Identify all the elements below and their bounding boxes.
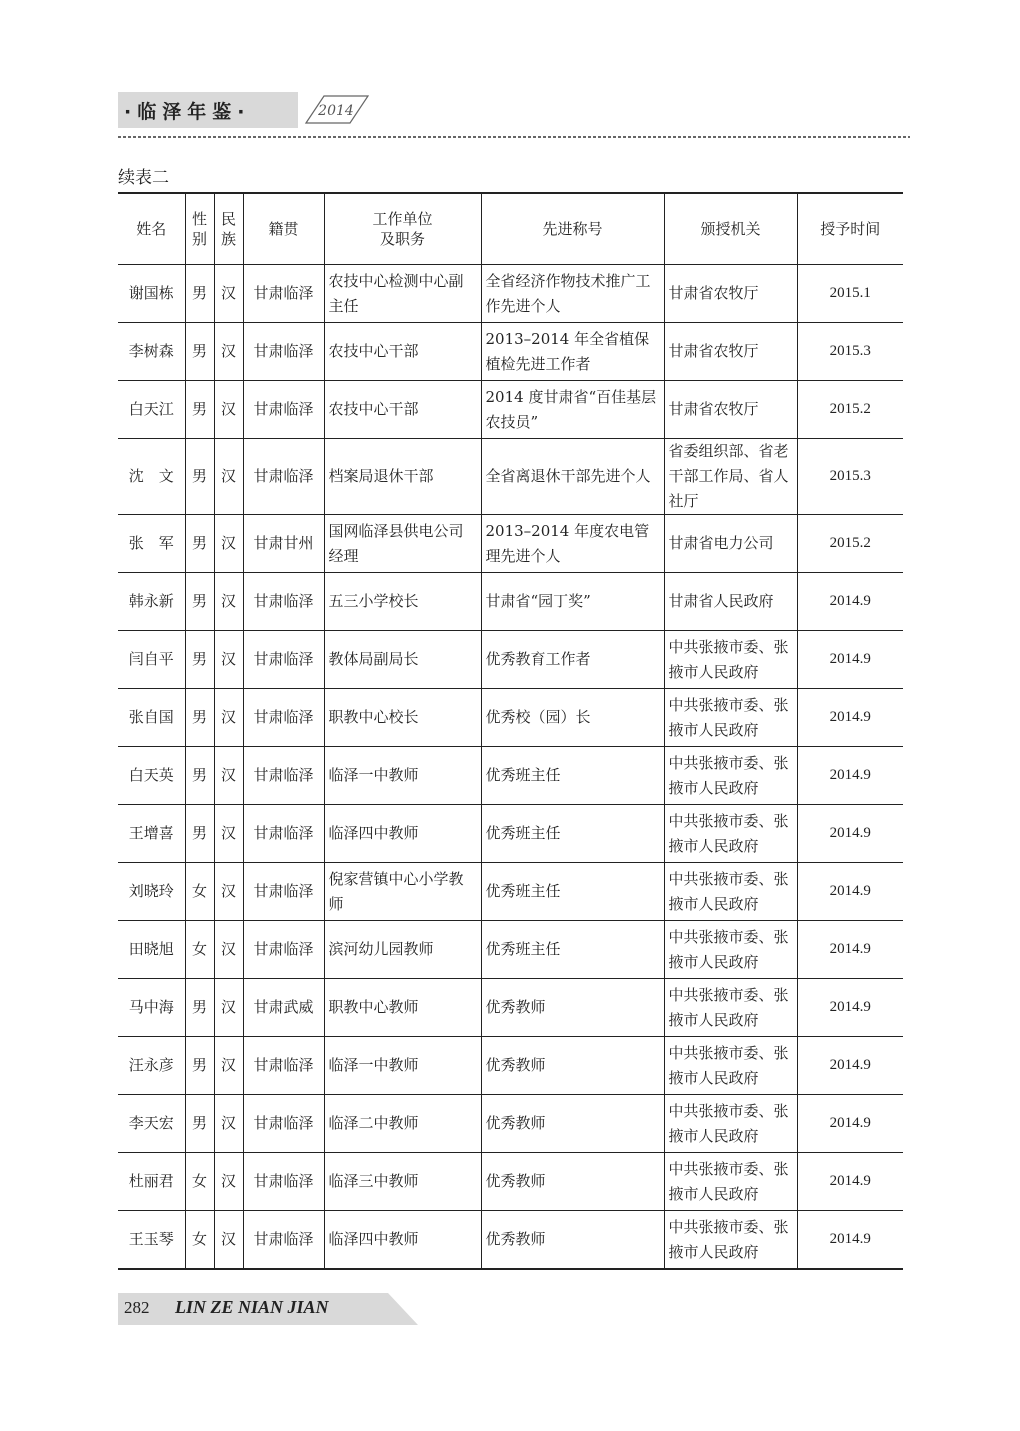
table-row — [118, 323, 903, 381]
cell-name: 田晓旭 — [118, 921, 185, 979]
cell-gender: 男 — [185, 265, 214, 323]
cell-origin: 甘肃临泽 — [243, 1211, 324, 1270]
col-header-name: 姓名 — [118, 193, 185, 265]
cell-origin: 甘肃临泽 — [243, 439, 324, 515]
cell-date: 2014.9 — [797, 805, 903, 863]
cell-title: 优秀班主任 — [481, 747, 664, 805]
table-row — [118, 573, 903, 631]
cell-title: 2013–2014 年全省植保植检先进工作者 — [481, 323, 664, 381]
table-row — [118, 863, 903, 921]
table-row — [118, 265, 903, 323]
table-row — [118, 747, 903, 805]
cell-date: 2014.9 — [797, 863, 903, 921]
cell-date: 2015.3 — [797, 323, 903, 381]
cell-gender: 男 — [185, 1037, 214, 1095]
col-header-title: 先进称号 — [481, 193, 664, 265]
cell-ethnicity: 汉 — [214, 747, 243, 805]
cell-issuer: 中共张掖市委、张掖市人民政府 — [664, 747, 797, 805]
cell-date: 2014.9 — [797, 573, 903, 631]
cell-name: 张 军 — [118, 515, 185, 573]
cell-issuer: 中共张掖市委、张掖市人民政府 — [664, 689, 797, 747]
cell-origin: 甘肃临泽 — [243, 381, 324, 439]
cell-position: 职教中心教师 — [324, 979, 481, 1037]
cell-issuer: 甘肃省农牧厅 — [664, 381, 797, 439]
cell-position: 滨河幼儿园教师 — [324, 921, 481, 979]
cell-date: 2014.9 — [797, 631, 903, 689]
cell-gender: 男 — [185, 805, 214, 863]
cell-ethnicity: 汉 — [214, 631, 243, 689]
table-row — [118, 1037, 903, 1095]
cell-title: 优秀教师 — [481, 1211, 664, 1270]
table-row — [118, 689, 903, 747]
col-header-ethnicity: 民族 — [214, 193, 243, 265]
table-row — [118, 631, 903, 689]
cell-date: 2015.3 — [797, 439, 903, 515]
table-row — [118, 1211, 903, 1270]
cell-issuer: 中共张掖市委、张掖市人民政府 — [664, 1037, 797, 1095]
cell-issuer: 中共张掖市委、张掖市人民政府 — [664, 1095, 797, 1153]
cell-origin: 甘肃临泽 — [243, 689, 324, 747]
cell-position: 职教中心校长 — [324, 689, 481, 747]
cell-issuer: 甘肃省人民政府 — [664, 573, 797, 631]
cell-title: 全省离退休干部先进个人 — [481, 439, 664, 515]
cell-ethnicity: 汉 — [214, 689, 243, 747]
col-header-issuer: 颁授机关 — [664, 193, 797, 265]
table-body — [118, 265, 903, 1270]
cell-gender: 女 — [185, 1153, 214, 1211]
table-row — [118, 515, 903, 573]
cell-date: 2014.9 — [797, 1153, 903, 1211]
cell-issuer: 甘肃省电力公司 — [664, 515, 797, 573]
cell-origin: 甘肃临泽 — [243, 1153, 324, 1211]
cell-name: 沈 文 — [118, 439, 185, 515]
cell-name: 闫自平 — [118, 631, 185, 689]
cell-issuer: 甘肃省农牧厅 — [664, 265, 797, 323]
table-header-row — [118, 193, 903, 265]
cell-origin: 甘肃临泽 — [243, 1095, 324, 1153]
cell-title: 2013–2014 年度农电管理先进个人 — [481, 515, 664, 573]
cell-date: 2014.9 — [797, 1211, 903, 1270]
cell-date: 2014.9 — [797, 747, 903, 805]
cell-name: 王增喜 — [118, 805, 185, 863]
cell-name: 杜丽君 — [118, 1153, 185, 1211]
year-text: 2014 — [318, 103, 354, 119]
cell-name: 白天江 — [118, 381, 185, 439]
cell-title: 优秀教师 — [481, 1037, 664, 1095]
cell-name: 王玉琴 — [118, 1211, 185, 1270]
cell-position: 农技中心检测中心副主任 — [324, 265, 481, 323]
cell-gender: 男 — [185, 747, 214, 805]
cell-gender: 男 — [185, 573, 214, 631]
cell-issuer: 中共张掖市委、张掖市人民政府 — [664, 805, 797, 863]
header-divider — [118, 134, 910, 140]
cell-ethnicity: 汉 — [214, 1153, 243, 1211]
cell-title: 优秀教师 — [481, 979, 664, 1037]
cell-name: 刘晓玲 — [118, 863, 185, 921]
cell-ethnicity: 汉 — [214, 439, 243, 515]
cell-title: 优秀教育工作者 — [481, 631, 664, 689]
cell-title: 优秀校（园）长 — [481, 689, 664, 747]
cell-ethnicity: 汉 — [214, 979, 243, 1037]
table-row — [118, 1153, 903, 1211]
cell-gender: 男 — [185, 631, 214, 689]
cell-position: 五三小学校长 — [324, 573, 481, 631]
cell-title: 优秀班主任 — [481, 805, 664, 863]
cell-issuer: 中共张掖市委、张掖市人民政府 — [664, 1153, 797, 1211]
cell-date: 2014.9 — [797, 1095, 903, 1153]
cell-origin: 甘肃甘州 — [243, 515, 324, 573]
cell-ethnicity: 汉 — [214, 323, 243, 381]
cell-ethnicity: 汉 — [214, 265, 243, 323]
cell-position: 临泽二中教师 — [324, 1095, 481, 1153]
cell-date: 2014.9 — [797, 689, 903, 747]
table-caption: 续表二 — [118, 168, 169, 188]
cell-gender: 女 — [185, 921, 214, 979]
cell-title: 优秀教师 — [481, 1095, 664, 1153]
cell-ethnicity: 汉 — [214, 1211, 243, 1270]
cell-gender: 男 — [185, 689, 214, 747]
cell-gender: 男 — [185, 979, 214, 1037]
cell-origin: 甘肃临泽 — [243, 323, 324, 381]
table-row — [118, 439, 903, 515]
cell-position: 临泽一中教师 — [324, 1037, 481, 1095]
cell-position: 倪家营镇中心小学教师 — [324, 863, 481, 921]
cell-gender: 男 — [185, 323, 214, 381]
cell-date: 2014.9 — [797, 921, 903, 979]
table-row — [118, 979, 903, 1037]
cell-gender: 男 — [185, 439, 214, 515]
cell-issuer: 中共张掖市委、张掖市人民政府 — [664, 1211, 797, 1270]
cell-issuer: 中共张掖市委、张掖市人民政府 — [664, 631, 797, 689]
cell-date: 2015.2 — [797, 381, 903, 439]
page-number: 282 — [124, 1298, 150, 1317]
cell-ethnicity: 汉 — [214, 1037, 243, 1095]
cell-title: 优秀班主任 — [481, 921, 664, 979]
cell-ethnicity: 汉 — [214, 515, 243, 573]
cell-name: 李树森 — [118, 323, 185, 381]
cell-date: 2015.1 — [797, 265, 903, 323]
cell-title: 甘肃省“园丁奖” — [481, 573, 664, 631]
cell-title: 优秀教师 — [481, 1153, 664, 1211]
cell-ethnicity: 汉 — [214, 1095, 243, 1153]
cell-origin: 甘肃武威 — [243, 979, 324, 1037]
yearbook-title: ·临泽年鉴· — [124, 101, 251, 123]
cell-name: 韩永新 — [118, 573, 185, 631]
cell-name: 张自国 — [118, 689, 185, 747]
cell-origin: 甘肃临泽 — [243, 863, 324, 921]
cell-date: 2015.2 — [797, 515, 903, 573]
year-logo — [302, 93, 372, 127]
cell-position: 临泽四中教师 — [324, 1211, 481, 1270]
cell-origin: 甘肃临泽 — [243, 265, 324, 323]
cell-position: 临泽一中教师 — [324, 747, 481, 805]
cell-origin: 甘肃临泽 — [243, 805, 324, 863]
col-header-origin: 籍贯 — [243, 193, 324, 265]
cell-date: 2014.9 — [797, 1037, 903, 1095]
cell-origin: 甘肃临泽 — [243, 921, 324, 979]
cell-ethnicity: 汉 — [214, 805, 243, 863]
cell-title: 优秀班主任 — [481, 863, 664, 921]
cell-issuer: 省委组织部、省老干部工作局、省人社厅 — [664, 439, 797, 515]
cell-position: 教体局副局长 — [324, 631, 481, 689]
table-row — [118, 921, 903, 979]
cell-gender: 男 — [185, 1095, 214, 1153]
col-header-position: 工作单位及职务 — [324, 193, 481, 265]
cell-position: 农技中心干部 — [324, 381, 481, 439]
cell-ethnicity: 汉 — [214, 381, 243, 439]
cell-gender: 男 — [185, 515, 214, 573]
col-header-date: 授予时间 — [797, 193, 903, 265]
cell-name: 谢国栋 — [118, 265, 185, 323]
cell-name: 马中海 — [118, 979, 185, 1037]
cell-issuer: 中共张掖市委、张掖市人民政府 — [664, 979, 797, 1037]
cell-gender: 男 — [185, 381, 214, 439]
table-row — [118, 805, 903, 863]
cell-ethnicity: 汉 — [214, 863, 243, 921]
table-row — [118, 381, 903, 439]
cell-position: 临泽三中教师 — [324, 1153, 481, 1211]
cell-issuer: 中共张掖市委、张掖市人民政府 — [664, 921, 797, 979]
cell-origin: 甘肃临泽 — [243, 1037, 324, 1095]
cell-issuer: 中共张掖市委、张掖市人民政府 — [664, 863, 797, 921]
cell-name: 白天英 — [118, 747, 185, 805]
cell-date: 2014.9 — [797, 979, 903, 1037]
cell-origin: 甘肃临泽 — [243, 573, 324, 631]
cell-name: 李天宏 — [118, 1095, 185, 1153]
cell-issuer: 甘肃省农牧厅 — [664, 323, 797, 381]
cell-position: 临泽四中教师 — [324, 805, 481, 863]
cell-gender: 女 — [185, 863, 214, 921]
table-row — [118, 1095, 903, 1153]
cell-name: 汪永彦 — [118, 1037, 185, 1095]
cell-position: 国网临泽县供电公司经理 — [324, 515, 481, 573]
cell-ethnicity: 汉 — [214, 921, 243, 979]
cell-origin: 甘肃临泽 — [243, 747, 324, 805]
col-header-gender: 性别 — [185, 193, 214, 265]
cell-ethnicity: 汉 — [214, 573, 243, 631]
cell-position: 档案局退休干部 — [324, 439, 481, 515]
cell-title: 全省经济作物技术推广工作先进个人 — [481, 265, 664, 323]
cell-gender: 女 — [185, 1211, 214, 1270]
cell-title: 2014 度甘肃省“百佳基层农技员” — [481, 381, 664, 439]
cell-position: 农技中心干部 — [324, 323, 481, 381]
awards-table — [118, 192, 903, 1270]
cell-origin: 甘肃临泽 — [243, 631, 324, 689]
footer-title: LIN ZE NIAN JIAN — [175, 1297, 329, 1317]
